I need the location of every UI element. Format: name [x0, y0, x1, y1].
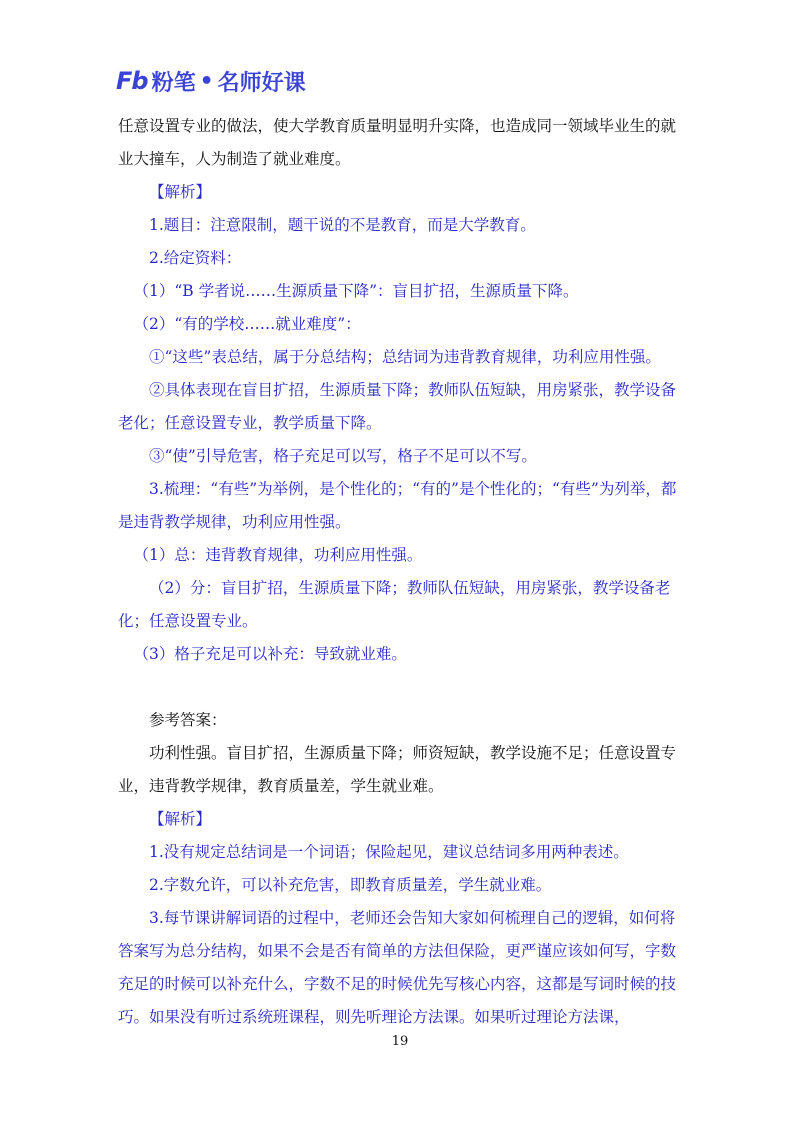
answer-continuation: 任意设置专业的做法，使大学教育质量明显明升实降，也造成同一领域毕业生的就业大撞车，人为制造了就业难度。: [118, 117, 677, 168]
blank-line: [118, 671, 688, 704]
logo-mark: Fb: [116, 67, 148, 95]
reference-answer-text: 功利性强。盲目扩招，生源质量下降；师资短缺，教学设施不足；任意设置专业，违背教学规律，教育质量差，学生就业难。: [118, 744, 677, 795]
analysis-sub-2: （2）“有的学校……就业难度”：: [133, 315, 361, 333]
analysis-heading-2: 【解析】: [149, 810, 212, 828]
fenbi-logo: [116, 64, 306, 98]
logo-brand: 粉笔: [151, 70, 196, 96]
analysis-heading: 【解析】: [149, 183, 212, 201]
logo-dot: •: [199, 68, 214, 94]
analysis2-point-3: 3.每节课讲解词语的过程中，老师还会告知大家如何梳理自己的逻辑，如何将答案写为总分结构，如果不会是否有简单的方法但保险，更严谨应该如何写，字数充足的时候可以补充什么，字数不足的时候优先写核心内容，这都是写词时候的技巧。如果没有听过系统班课程，则先听理论方法课。如果听过理论方法课，: [118, 909, 677, 1026]
analysis-point-3: 3.梳理：“有些”为举例，是个性化的；“有的”是个性化的；“有些”为列举，都是违背教学规律，功利应用性强。: [118, 480, 677, 531]
analysis-circled-1: ①“这些”表总结，属于分总结构；总结词为违背教育规律，功利应用性强。: [149, 348, 661, 366]
analysis-sub-1: （1）“B 学者说……生源质量下降”：盲目扩招，生源质量下降。: [133, 282, 579, 300]
summary-sub-1: （1）总：违背教育规律，功利应用性强。: [133, 546, 423, 564]
reference-answer-label: 参考答案：: [149, 711, 227, 729]
analysis-circled-3: ③“使”引导危害，格子充足可以写，格子不足可以不写。: [149, 447, 537, 465]
page-number: 19: [391, 1034, 409, 1049]
logo-slogan: 名师好课: [217, 70, 306, 96]
analysis2-point-1: 1.没有规定总结词是一个词语；保险起见，建议总结词多用两种表述。: [149, 843, 629, 861]
analysis-circled-2: ②具体表现在盲目扩招，生源质量下降；教师队伍短缺，用房紧张，教学设备老化；任意设置专业，教学质量下降。: [118, 381, 677, 432]
document-body: [118, 110, 688, 1034]
summary-sub-2: （2）分：盲目扩招，生源质量下降；教师队伍短缺，用房紧张，教学设备老化；任意设置专业。: [118, 579, 671, 630]
analysis2-point-2: 2.字数允许，可以补充危害，即教育质量差，学生就业难。: [149, 876, 552, 894]
summary-sub-3: （3）格子充足可以补充：导致就业难。: [133, 645, 407, 663]
analysis-point-1: 1.题目：注意限制，题干说的不是教育，而是大学教育。: [149, 216, 536, 234]
analysis-point-2: 2.给定资料：: [149, 249, 242, 267]
